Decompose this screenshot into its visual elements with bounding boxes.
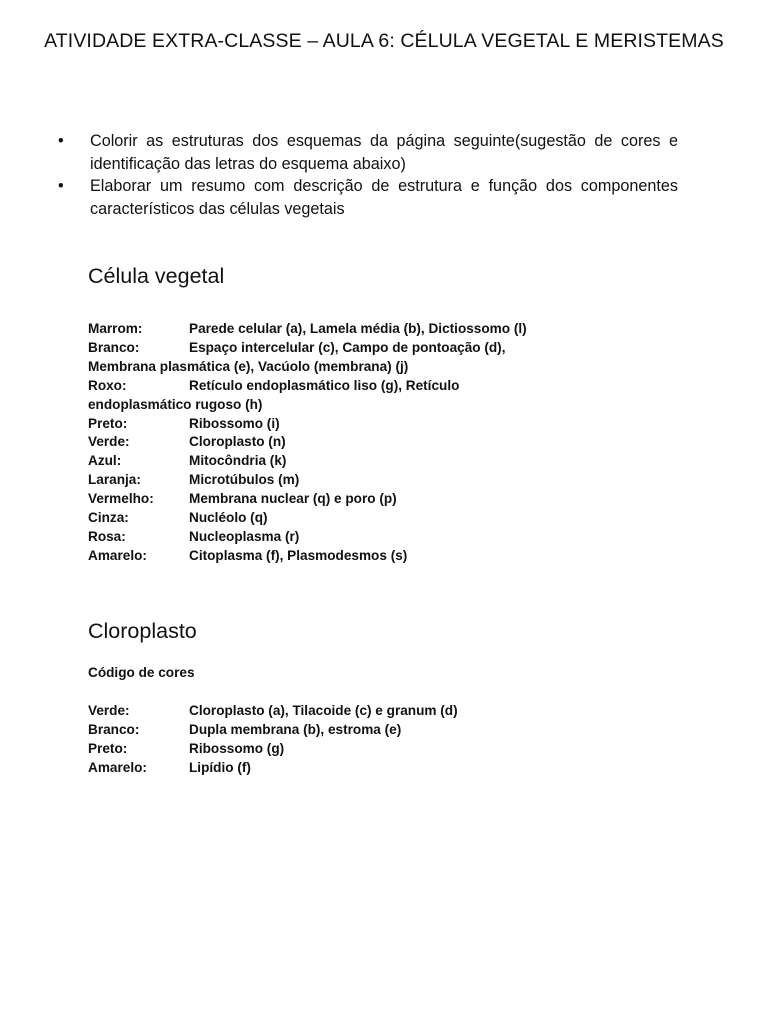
legend-label: Mitocôndria (k) <box>189 453 287 469</box>
legend-row <box>88 339 527 377</box>
legend-row <box>88 452 527 471</box>
legend-row <box>88 721 458 740</box>
celula-vegetal-heading: Célula vegetal <box>88 264 225 288</box>
legend-label: Ribossomo (i) <box>189 415 280 431</box>
legend-label: Citoplasma (f), Plasmodesmos (s) <box>189 547 408 563</box>
legend-color: Verde: <box>88 703 130 718</box>
legend-color: Branco: <box>88 721 140 737</box>
legend-label: Membrana nuclear (q) e poro (p) <box>189 491 397 507</box>
bullet-icon: • <box>58 132 64 150</box>
legend-row <box>88 740 458 759</box>
legend-row <box>88 433 527 452</box>
legend-color: Roxo: <box>88 377 127 393</box>
legend-label: Nucléolo (q) <box>189 509 268 525</box>
legend-row <box>88 490 527 509</box>
legend-row <box>88 759 458 778</box>
legend-color: Amarelo: <box>88 759 147 775</box>
legend-label: Retículo endoplasmático liso (g), Retículo <box>189 377 460 393</box>
instruction-text: Colorir as estruturas dos esquemas da página seguinte(sugestão de cores e identificação das letras do esquema abaixo) <box>90 132 678 173</box>
legend-color: Vermelho: <box>88 491 154 507</box>
legend-color: Preto: <box>88 740 128 756</box>
instructions-list <box>58 130 678 220</box>
legend-color: Marrom: <box>88 321 143 336</box>
instruction-text: Elaborar um resumo com descrição de estrutura e função dos componentes característicos das células vegetais <box>90 177 678 218</box>
legend-row <box>88 702 458 721</box>
legend-color: Amarelo: <box>88 547 147 563</box>
celula-vegetal-legend <box>88 320 527 566</box>
legend-row <box>88 509 527 528</box>
legend-row <box>88 547 527 566</box>
page-title: ATIVIDADE EXTRA-CLASSE – AULA 6: CÉLULA VEGETAL E MERISTEMAS <box>44 30 724 52</box>
legend-row <box>88 377 527 415</box>
instruction-item <box>58 175 678 220</box>
legend-color: Cinza: <box>88 509 129 525</box>
legend-color: Rosa: <box>88 528 126 544</box>
legend-label: Cloroplasto (n) <box>189 434 286 450</box>
legend-color: Azul: <box>88 453 122 469</box>
legend-label: Cloroplasto (a), Tilacoide (c) e granum (d) <box>189 703 458 718</box>
legend-label-continuation: Membrana plasmática (e), Vacúolo (membrana) (j) <box>88 358 409 374</box>
legend-row <box>88 528 527 547</box>
legend-label: Parede celular (a), Lamela média (b), Dictiossomo (l) <box>189 321 527 336</box>
legend-color: Verde: <box>88 434 130 450</box>
cloroplasto-subheading: Código de cores <box>88 665 195 680</box>
legend-label: Ribossomo (g) <box>189 740 285 756</box>
legend-color: Branco: <box>88 339 140 355</box>
legend-label: Lipídio (f) <box>189 759 251 775</box>
legend-label: Nucleoplasma (r) <box>189 528 300 544</box>
bullet-icon: • <box>58 177 64 195</box>
legend-label: Espaço intercelular (c), Campo de pontoação (d), <box>189 339 506 355</box>
legend-label: Dupla membrana (b), estroma (e) <box>189 721 402 737</box>
legend-color: Laranja: <box>88 472 141 488</box>
instruction-item <box>58 130 678 175</box>
legend-label-continuation: endoplasmático rugoso (h) <box>88 396 263 412</box>
cloroplasto-heading: Cloroplasto <box>88 619 197 643</box>
legend-row <box>88 415 527 434</box>
legend-row <box>88 471 527 490</box>
cloroplasto-legend <box>88 702 458 778</box>
legend-color: Preto: <box>88 415 128 431</box>
legend-label: Microtúbulos (m) <box>189 472 300 488</box>
legend-row <box>88 320 527 339</box>
